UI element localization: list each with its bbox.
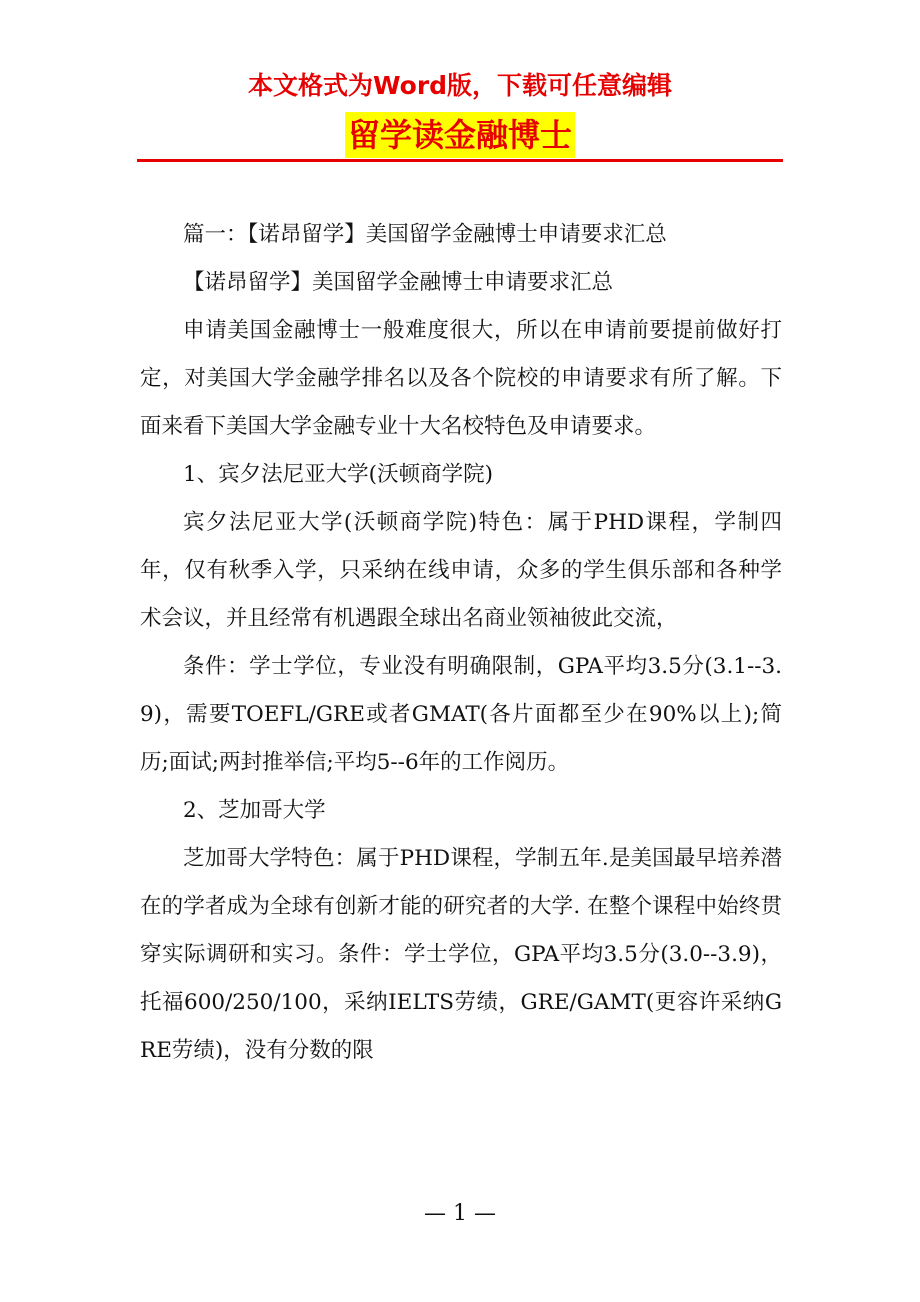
article-title: 【诺昂留学】美国留学金融博士申请要求汇总 [183,270,614,295]
header-divider [137,159,783,162]
document-body [140,211,782,1075]
document-title-wrapper [0,112,920,158]
format-notice-banner: 本文格式为Word版，下载可任意编辑 [247,71,673,100]
section-heading: 篇一：【诺昂留学】美国留学金融博士申请要求汇总 [183,222,667,247]
school-features-1: 宾夕法尼亚大学(沃顿商学院)特色：属于PHD课程，学制四年，仅有秋季入学，只采纳在线申请，众多的学生俱乐部和各种学术会议，并且经常有机遇跟全球出名商业领袖彼此交流， [140,510,782,631]
school-requirements-1: 条件：学士学位，专业没有明确限制，GPA平均3.5分(3.1--3.9)，需要TOEFL/GRE或者GMAT(各片面都至少在90%以上);简历;面试;两封推举信;平均5--6年的工作阅历。 [140,654,782,775]
intro-paragraph: 申请美国金融博士一般难度很大，所以在申请前要提前做好打定，对美国大学金融学排名以及各个院校的申请要求有所了解。下面来看下美国大学金融专业十大名校特色及申请要求。 [140,318,782,439]
school-heading-2: 2、芝加哥大学 [183,798,326,823]
page-number: — 1 — [424,1201,496,1226]
school-heading-1: 1、宾夕法尼亚大学(沃顿商学院) [183,462,493,487]
school-features-2: 芝加哥大学特色：属于PHD课程，学制五年.是美国最早培养潜在的学者成为全球有创新才能的研究者的大学. 在整个课程中始终贯穿实际调研和实习。条件：学士学位，GPA平均3.5分(3.0--3.9)，托福600/250/100，采纳IELTS劳绩，GRE/GAMT(更容许采纳GRE劳绩)，没有分数的限 [140,846,782,1063]
document-title: 留学读金融博士 [345,112,575,158]
